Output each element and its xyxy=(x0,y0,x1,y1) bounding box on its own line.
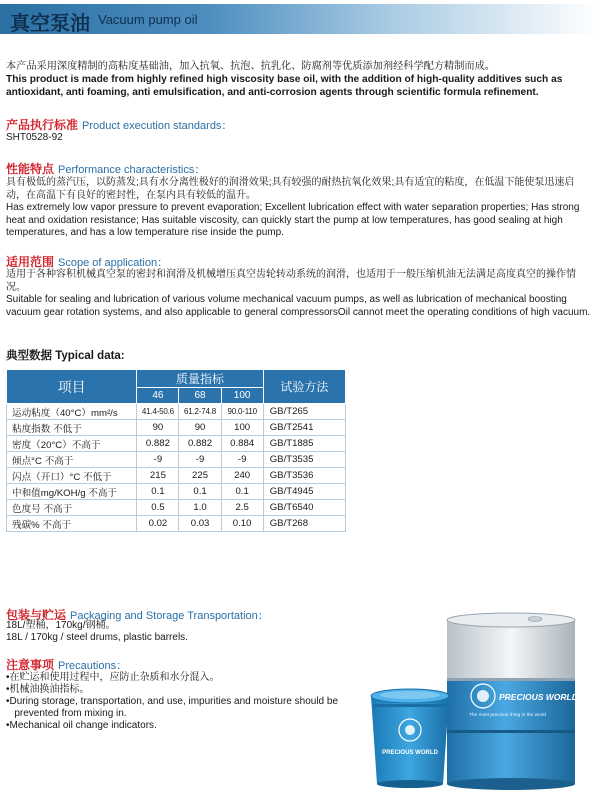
performance-en: Has extremely low vapor pressure to prevent evaporation; Excellent lubrication effect with water separation properties; Has strong heat and oxidation resistance; Has suitable viscosity, can quickly start the pump at low temperatures, has good sealing at high temperatures, and has a low temperature rise inside the pump. xyxy=(6,202,580,238)
row-value: 0.1 xyxy=(221,484,263,500)
precaution-item: •During storage, transportation, and use, impurities and moisture should be xyxy=(6,696,339,707)
application-heading xyxy=(6,253,168,270)
row-value: 90 xyxy=(179,420,221,436)
head-quality: 质量指标 xyxy=(137,370,263,388)
row-method: GB/T1885 xyxy=(263,436,345,452)
row-name: 闪点（开口）°C 不低于 xyxy=(7,468,137,484)
row-value: 0.10 xyxy=(221,516,263,532)
standards-heading xyxy=(6,116,232,133)
row-method: GB/T268 xyxy=(263,516,345,532)
header-banner xyxy=(0,4,600,34)
standards-title-cn: 产品执行标准 xyxy=(6,118,79,132)
packaging-line-en: 18L / 170kg / steel drums, plastic barrels. xyxy=(6,632,188,643)
row-method: GB/T3536 xyxy=(263,468,345,484)
table-row xyxy=(7,516,346,532)
performance-heading xyxy=(6,160,205,177)
intro-cn: 本产品采用深度精制的高粘度基础油，加入抗氧、抗泡、抗乳化、防腐剂等优质添加剂经科学配方精制而成。 xyxy=(6,61,495,72)
drum-brand-label: PRECIOUS WORLD xyxy=(499,692,578,702)
grade-100: 100 xyxy=(221,388,263,404)
precautions-body xyxy=(6,672,366,732)
row-value: 90 xyxy=(137,420,179,436)
row-method: GB/T2541 xyxy=(263,420,345,436)
row-value: 0.882 xyxy=(137,436,179,452)
row-value: 0.03 xyxy=(179,516,221,532)
table-row xyxy=(7,420,346,436)
drum-slogan-label: The most precious thing in the world xyxy=(469,713,547,718)
row-value: 0.884 xyxy=(221,436,263,452)
precaution-item: •Mechanical oil change indicators. xyxy=(6,720,157,731)
page-title: 真空泵油 xyxy=(10,13,90,35)
application-title-en: Scope of application： xyxy=(58,257,169,269)
row-value: -9 xyxy=(137,452,179,468)
head-item: 项目 xyxy=(7,370,137,404)
row-value: 90.0-110 xyxy=(221,404,263,420)
table-row xyxy=(7,404,346,420)
row-value: 2.5 xyxy=(221,500,263,516)
row-value: 0.882 xyxy=(179,436,221,452)
standards-title-en: Product execution standards： xyxy=(82,120,233,132)
intro-block xyxy=(6,60,594,99)
row-name: 密度（20°C）不高于 xyxy=(7,436,137,452)
row-method: GB/T6540 xyxy=(263,500,345,516)
table-row xyxy=(7,468,346,484)
row-value: -9 xyxy=(179,452,221,468)
packaging-title-en: Packaging and Storage Transportation： xyxy=(70,610,269,622)
row-name: 运动粘度（40°C）mm²/s xyxy=(7,404,137,420)
row-value: 0.02 xyxy=(137,516,179,532)
typical-data-table xyxy=(6,369,346,532)
performance-title-cn: 性能特点 xyxy=(6,162,55,176)
head-method: 试验方法 xyxy=(263,370,345,404)
application-body xyxy=(6,269,594,319)
row-value: 41.4-50.6 xyxy=(137,404,179,420)
product-image xyxy=(365,612,595,792)
precaution-item: •在贮运和使用过程中，应防止杂质和水分混入。 xyxy=(6,672,220,683)
table-row xyxy=(7,452,346,468)
row-value: 225 xyxy=(179,468,221,484)
row-method: GB/T4945 xyxy=(263,484,345,500)
table-row xyxy=(7,484,346,500)
precaution-item: •机械油换油指标。 xyxy=(6,684,90,695)
grade-68: 68 xyxy=(179,388,221,404)
grade-46: 46 xyxy=(137,388,179,404)
row-name: 粘度指数 不低于 xyxy=(7,420,137,436)
standards-value: SHT0528-92 xyxy=(6,132,63,143)
pail-brand-label: PRECIOUS WORLD xyxy=(382,750,438,756)
row-name: 残碳% 不高于 xyxy=(7,516,137,532)
intro-en: This product is made from highly refined high viscosity base oil, with the addition of high-quality additives such as antioxidant, anti foaming, anti emulsification, and anti-corrosion agents through scientific formula refinement. xyxy=(6,74,563,98)
row-value: 0.5 xyxy=(137,500,179,516)
performance-title-en: Performance characteristics： xyxy=(58,164,206,176)
row-name: 色度号 不高于 xyxy=(7,500,137,516)
row-value: 0.1 xyxy=(137,484,179,500)
row-value: 215 xyxy=(137,468,179,484)
row-method: GB/T265 xyxy=(263,404,345,420)
performance-body xyxy=(6,177,594,240)
row-name: 中和值mg/KOH/g 不高于 xyxy=(7,484,137,500)
application-title-cn: 适用范围 xyxy=(6,255,55,269)
typical-data-title: 典型数据 Typical data: xyxy=(6,350,125,362)
row-name: 倾点°C 不高于 xyxy=(7,452,137,468)
row-value: 240 xyxy=(221,468,263,484)
precautions-title-cn: 注意事项 xyxy=(6,658,55,672)
table-row xyxy=(7,500,346,516)
packaging-line-cn: 18L/塑桶，170kg/钢桶。 xyxy=(6,620,116,631)
page-subtitle: Vacuum pump oil xyxy=(98,12,198,27)
row-method: GB/T3535 xyxy=(263,452,345,468)
row-value: -9 xyxy=(221,452,263,468)
packaging-body xyxy=(6,620,346,644)
row-value: 61.2-74.8 xyxy=(179,404,221,420)
precaution-item: prevented from mixing in. xyxy=(6,708,127,719)
row-value: 0.1 xyxy=(179,484,221,500)
application-cn: 适用于各种容积机械真空泵的密封和润滑及机械增压真空齿轮转动系统的润滑，也适用于一般压缩机油无法满足高度真空的操作情况。 xyxy=(6,269,576,293)
row-value: 100 xyxy=(221,420,263,436)
packaging-title-cn: 包装与贮运 xyxy=(6,608,67,622)
application-en: Suitable for sealing and lubrication of various volume mechanical vacuum pumps, as well as lubrication of mechanical boosting vacuum gear rotation systems, and also applicable to general compressorsOil cannot meet the operating conditions of high vacuum. xyxy=(6,294,591,318)
table-row xyxy=(7,436,346,452)
precautions-heading xyxy=(6,656,127,673)
row-value: 1.0 xyxy=(179,500,221,516)
standards-body xyxy=(6,132,594,145)
precautions-title-en: Precautions： xyxy=(58,660,128,672)
performance-cn: 具有极低的蒸汽压，以防蒸发;具有水分离性极好的润滑效果;具有较强的耐热抗氧化效果;具有适宜的粘度，在低温下能使泵迅速启动，在高温下有良好的密封性，在泵内具有较低的温升。 xyxy=(6,177,575,201)
plastic-pail xyxy=(371,689,449,788)
